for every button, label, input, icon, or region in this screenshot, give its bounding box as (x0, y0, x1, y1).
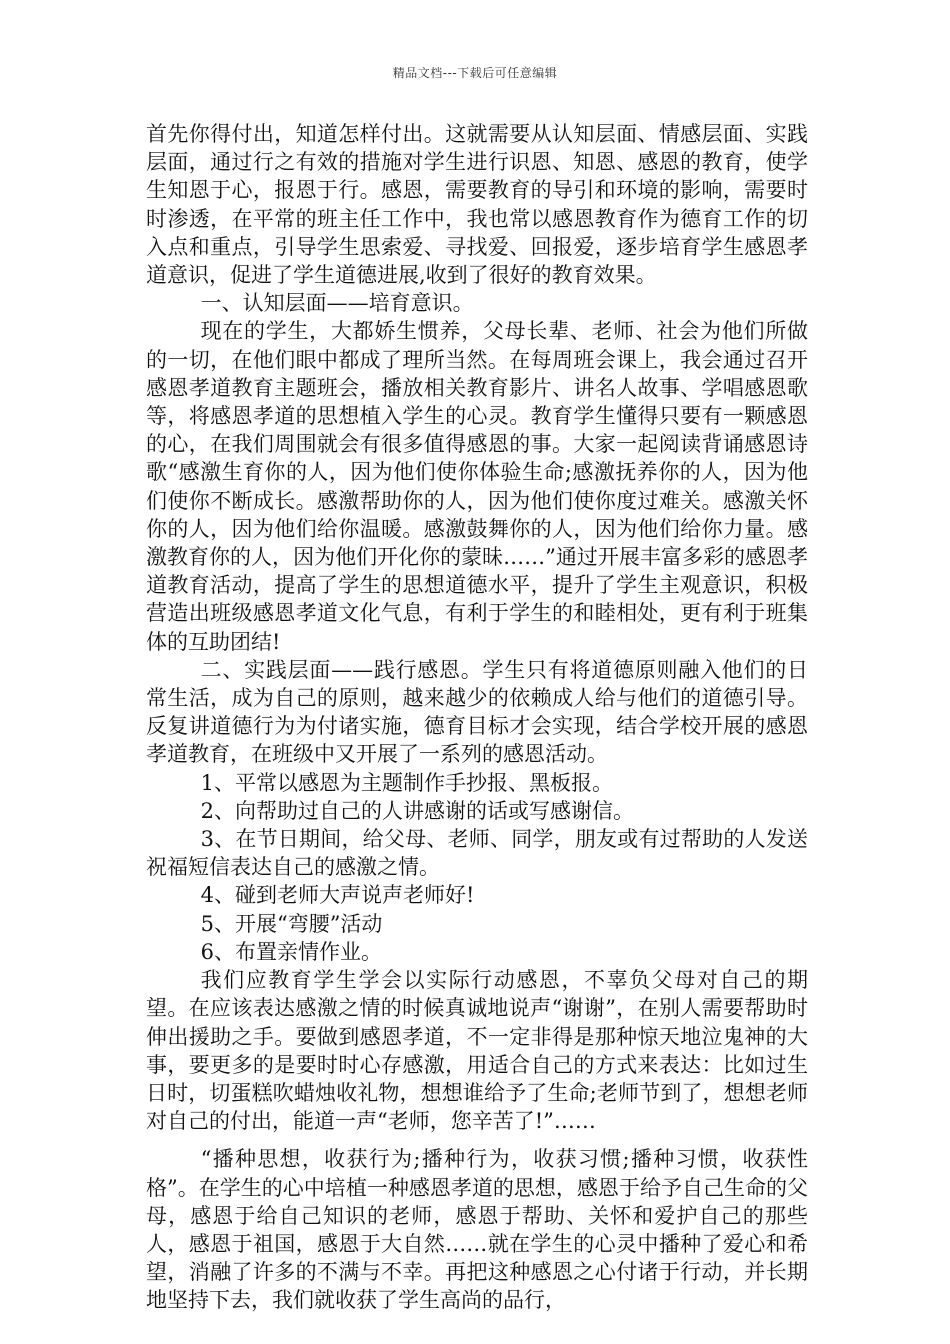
list-item: 1、平常以感恩为主题制作手抄报、黑板报。 (200, 770, 613, 795)
list-item: 3、在节日期间，给父母、老师、同学，朋友或有过帮助的人发送祝福短信表达自己的感激之情。 (146, 827, 808, 880)
section-heading-cognition: 一、认知层面——培育意识。 (200, 291, 474, 316)
paragraph-action: 我们应教育学生学会以实际行动感恩，不辜负父母对自己的期望。在应该表达感激之情的时候真诚地说声“谢谢”，在别人需要帮助时伸出援助之手。要做到感恩孝道，不一定非得是那种惊天地泣鬼神的大事，要更多的是要时时心存感激，用适合自己的方式来表达：比如过生日时，切蛋糕吹蜡烛收礼物，想想谁给予了生命;老师节到了，想想老师对自己的付出，能道一声“老师，您辛苦了!”…… (146, 968, 808, 1134)
page-header: 精品文档---下载后可任意编辑 (392, 66, 558, 80)
list-item: 4、碰到老师大声说声老师好! (200, 883, 475, 908)
paragraph-practice: 二、实践层面——践行感恩。学生只有将道德原则融入他们的日常生活，成为自己的原则，越来越少的依赖成人给与他们的道德引导。反复讲道德行为为付诸实施，德育目标才会实现，结合学校开展的感恩孝道教育，在班级中又开展了一系列的感恩活动。 (146, 657, 808, 767)
list-item: 2、向帮助过自己的人讲感谢的话或写感谢信。 (200, 798, 634, 823)
list-item: 6、布置亲情作业。 (200, 939, 382, 964)
paragraph-sowing: “播种思想，收获行为;播种行为，收获习惯;播种习惯，收获性格”。在学生的心中培植一种感恩孝道的思想，感恩于给予自己生命的父母，感恩于给自己知识的老师，感恩于帮助、关怀和爱护自己的那些人，感恩于祖国，感恩于大自然……就在学生的心灵中播种了爱心和希望，消融了许多的不满与不幸。再把这种感恩之心付诸于行动，并长期地坚持下去，我们就收获了学生高尚的品行， (146, 1147, 808, 1313)
paragraph-intro: 首先你得付出，知道怎样付出。这就需要从认知层面、情感层面、实践层面，通过行之有效的措施对学生进行识恩、知恩、感恩的教育，使学生知恩于心，报恩于行。感恩，需要教育的导引和环境的影响，需要时时渗透，在平常的班主任工作中，我也常以感恩教育作为德育工作的切入点和重点，引导学生思索爱、寻找爱、回报爱，逐步培育学生感恩孝道意识，促进了学生道德进展,收到了很好的教育效果。 (146, 122, 808, 288)
document-body (146, 120, 808, 1315)
paragraph-cognition: 现在的学生，大都娇生惯养，父母长辈、老师、社会为他们所做的一切，在他们眼中都成了理所当然。在每周班会课上，我会通过召开感恩孝道教育主题班会，播放相关教育影片、讲名人故事、学唱感恩歌等，将感恩孝道的思想植入学生的心灵。教育学生懂得只要有一颗感恩的心，在我们周围就会有很多值得感恩的事。大家一起阅读背诵感恩诗歌“感激生育你的人，因为他们使你体验生命;感激抚养你的人，因为他们使你不断成长。感激帮助你的人，因为他们使你度过难关。感激关怀你的人，因为他们给你温暖。感激鼓舞你的人，因为他们给你力量。感激教育你的人，因为他们开化你的蒙昧……”通过开展丰富多彩的感恩孝道教育活动，提高了学生的思想道德水平，提升了学生主观意识，积极营造出班级感恩孝道文化气息，有利于学生的和睦相处，更有利于班集体的互助团结! (146, 319, 808, 654)
paragraph-gap (146, 1135, 808, 1145)
list-item: 5、开展“弯腰”活动 (200, 911, 383, 936)
